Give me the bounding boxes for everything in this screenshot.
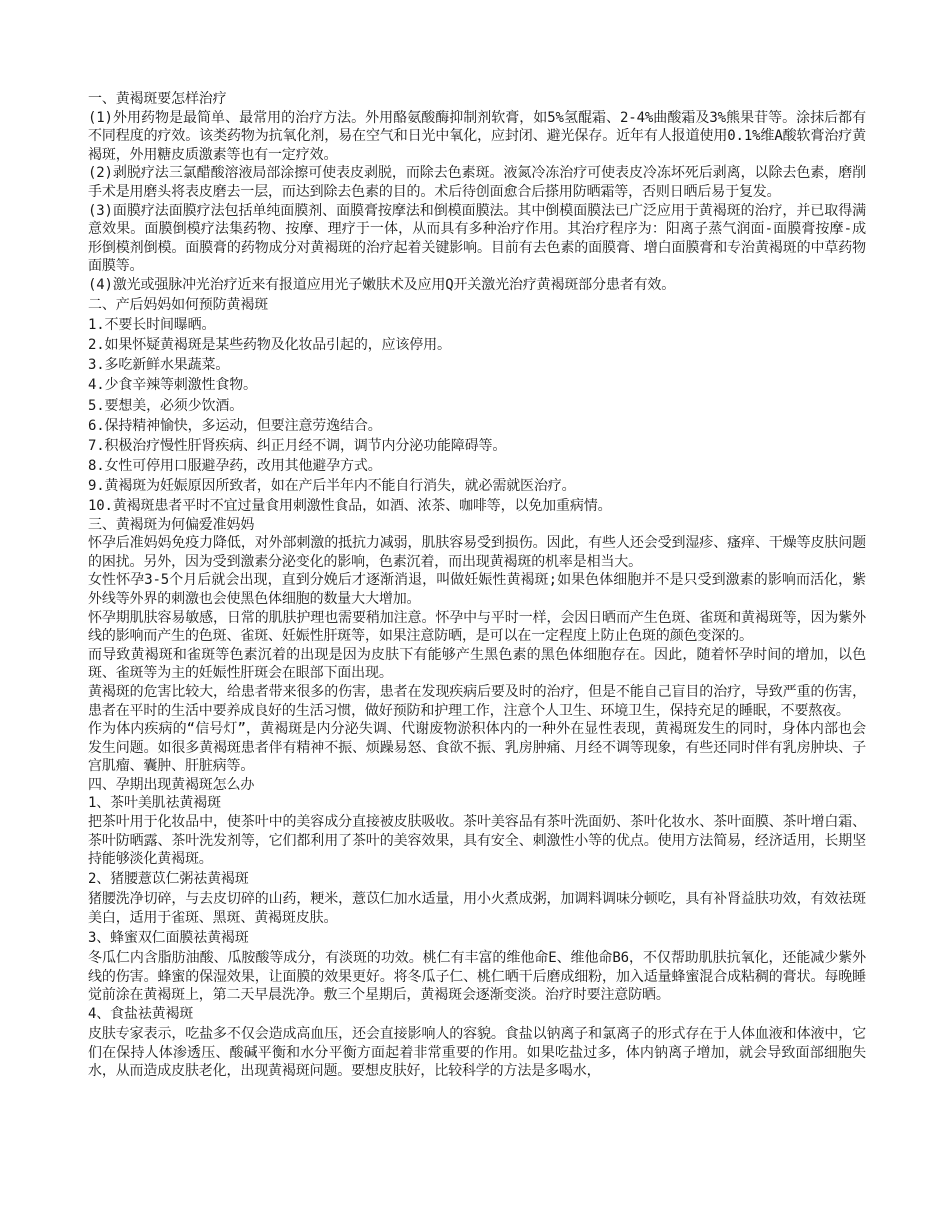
list-item: 7.积极治疗慢性肝肾疾病、纠正月经不调，调节内分泌功能障碍等。 — [88, 437, 507, 454]
paragraph-tea: 把茶叶用于化妆品中，使茶叶中的美容成分直接被皮肤吸收。茶叶美容品有茶叶洗面奶、茶叶化妆水、茶叶面膜、茶叶增白霜、茶叶防晒露、茶叶洗发剂等，它们都利用了茶叶的美容效果，具有安全、刺激性小等的优点。使用方法简易，经济适用，长期坚持能够淡化黄褐斑。 — [88, 814, 866, 868]
list-item: 3.多吃新鲜水果蔬菜。 — [88, 357, 230, 374]
paragraph-topical-medication: (1)外用药物是最简单、最常用的治疗方法。外用酪氨酸酶抑制剂软膏，如5%氢醌霜、2-4%曲酸霜及3%熊果苷等。涂抹后都有不同程度的疗效。该类药物为抗氧化剂，易在空气和日光中氧化，应封闭、避光保存。近年有人报道使用0.1%维A酸软膏治疗黄褐斑，外用糖皮质激素等也有一定疗效。 — [88, 109, 866, 163]
list-item: 2.如果怀疑黄褐斑是某些药物及化妆品引起的，应该停用。 — [88, 337, 451, 354]
list-item: 9.黄褐斑为妊娠原因所致者，如在产后半年内不能自行消失，就必需就医治疗。 — [88, 477, 576, 494]
paragraph-laser-therapy: (4)激光或强脉冲光治疗近来有报道应用光子嫩肤术及应用Q开关激光治疗黄褐斑部分患者有效。 — [88, 276, 676, 293]
section-heading-pregnancy-cause: 三、黄褐斑为何偏爱准妈妈 — [88, 516, 255, 533]
list-item: 8.女性可停用口服避孕药，改用其他避孕方式。 — [88, 457, 382, 474]
subheading-tea: 1、茶叶美肌祛黄褐斑 — [88, 795, 221, 812]
paragraph-peeling-therapy: (2)剥脱疗法三氯醋酸溶液局部涂擦可使表皮剥脱，而除去色素斑。液氮冷冻治疗可使表皮冷冻坏死后剥离，以除去色素，磨削手术是用磨头将表皮磨去一层，而达到除去色素的目的。术后待创面愈合后搽用防晒霜等，否则日晒后易于复发。 — [88, 165, 866, 200]
section-heading-treatment: 一、黄褐斑要怎样治疗 — [88, 91, 227, 107]
list-item: 6.保持精神愉快，多运动，但要注意劳逸结合。 — [88, 417, 382, 434]
paragraph-mask-therapy: (3)面膜疗法面膜疗法包括单纯面膜剂、面膜膏按摩法和倒模面膜法。其中倒模面膜法已广泛应用于黄褐斑的治疗，并已取得满意效果。面膜倒模疗法集药物、按摩、理疗于一体，从而具有多种治疗作用。其治疗程序为：阳离子蒸气润面-面膜膏按摩-成形倒模剂倒模。面膜膏的药物成分对黄褐斑的治疗起着关键影响。目前有去色素的面膜膏、增白面膜膏和专治黄褐斑的中草药物面膜等。 — [88, 202, 866, 275]
paragraph-honey-mask: 冬瓜仁内含脂肪油酸、瓜胺酸等成分，有淡斑的功效。桃仁有丰富的维他命E、维他命B6，不仅帮助肌肤抗氧化，还能减少紫外线的伤害。蜂蜜的保湿效果，让面膜的效果更好。将冬瓜子仁、桃仁晒干后磨成细粉，加入适量蜂蜜混合成粘稠的膏状。每晚睡觉前涂在黄褐斑上，第二天早晨洗净。敷三个星期后，黄褐斑会逐渐变淡。治疗时要注意防晒。 — [88, 950, 866, 1004]
paragraph-signal-light: 作为体内疾病的“信号灯”，黄褐斑是内分泌失调、代谢废物淤积体内的一种外在显性表现，黄褐斑发生的同时，身体内部也会发生问题。如很多黄褐斑患者伴有精神不振、烦躁易怒、食欲不振、乳房肿痛、月经不调等现象，有些还同时伴有乳房肿块、子宫肌瘤、囊肿、肝脏病等。 — [88, 721, 866, 775]
paragraph-skin-care: 怀孕期肌肤容易敏感，日常的肌肤护理也需要稍加注意。怀孕中与平时一样，会因日晒而产生色斑、雀斑和黄褐斑等，因为紫外线的影响而产生的色斑、雀斑、妊娠性肝斑等，如果注意防晒，是可以在一定程度上防止色斑的颜色变深的。 — [88, 609, 866, 645]
subheading-porridge: 2、猪腰薏苡仁粥祛黄褐斑 — [88, 871, 249, 888]
paragraph-pregnancy-months: 女性怀孕3-5个月后就会出现，直到分娩后才逐渐消退，叫做妊娠性黄褐斑;如果色体细胞并不是只受到激素的影响而活化，紫外线等外界的刺激也会使黑色体细胞的数量大大增加。 — [88, 572, 866, 607]
list-item: 5.要想美，必须少饮酒。 — [88, 397, 244, 414]
paragraph-salt: 皮肤专家表示，吃盐多不仅会造成高血压，还会直接影响人的容貌。食盐以钠离子和氯离子的形式存在于人体血液和体液中，它们在保持人体渗透压、酸碱平衡和水分平衡方面起着非常重要的作用。如果吃盐过多，体内钠离子增加，就会导致面部细胞失水，从而造成皮肤老化，出现黄褐斑问题。要想皮肤好，比较科学的方法是多喝水， — [88, 1026, 866, 1080]
section-heading-what-to-do: 四、孕期出现黄褐斑怎么办 — [88, 776, 255, 793]
subheading-honey-mask: 3、蜂蜜双仁面膜祛黄褐斑 — [88, 930, 249, 947]
paragraph-pigment-cells: 而导致黄褐斑和雀斑等色素沉着的出现是因为皮肤下有能够产生黑色素的黑色体细胞存在。因此，随着怀孕时间的增加，以色斑、雀斑等为主的妊娠性肝斑会在眼部下面出现。 — [88, 646, 866, 682]
paragraph-porridge: 猪腰洗净切碎，与去皮切碎的山药，粳米，薏苡仁加水适量，用小火煮成粥，加调料调味分顿吃，具有补肾益肤功效，有效祛斑美白，适用于雀斑、黑斑、黄褐斑皮肤。 — [88, 891, 866, 927]
list-item: 10.黄褐斑患者平时不宜过量食用刺激性食品，如酒、浓茶、咖啡等，以免加重病情。 — [88, 497, 612, 514]
section-heading-postpartum-prevention: 二、产后妈妈如何预防黄褐斑 — [88, 297, 269, 314]
subheading-salt: 4、食盐祛黄褐斑 — [88, 1006, 194, 1022]
list-item: 4.少食辛辣等刺激性食物。 — [88, 377, 257, 394]
list-item: 1.不要长时间曝晒。 — [88, 317, 216, 334]
paragraph-harm: 黄褐斑的危害比较大，给患者带来很多的伤害，患者在发现疾病后要及时的治疗，但是不能自己盲目的治疗，导致严重的伤害，患者在平时的生活中要养成良好的生活习惯，做好预防和护理工作，注意个人卫生、环境卫生，保持充足的睡眠，不要熬夜。 — [88, 683, 866, 719]
paragraph-immunity: 怀孕后准妈妈免疫力降低，对外部刺激的抵抗力减弱，肌肤容易受到损伤。因此，有些人还会受到湿疹、瘙痒、干燥等皮肤问题的困扰。另外，因为受到激素分泌变化的影响，色素沉着，而出现黄褐斑的机率是相当大。 — [88, 535, 866, 570]
document-body — [88, 90, 866, 1081]
